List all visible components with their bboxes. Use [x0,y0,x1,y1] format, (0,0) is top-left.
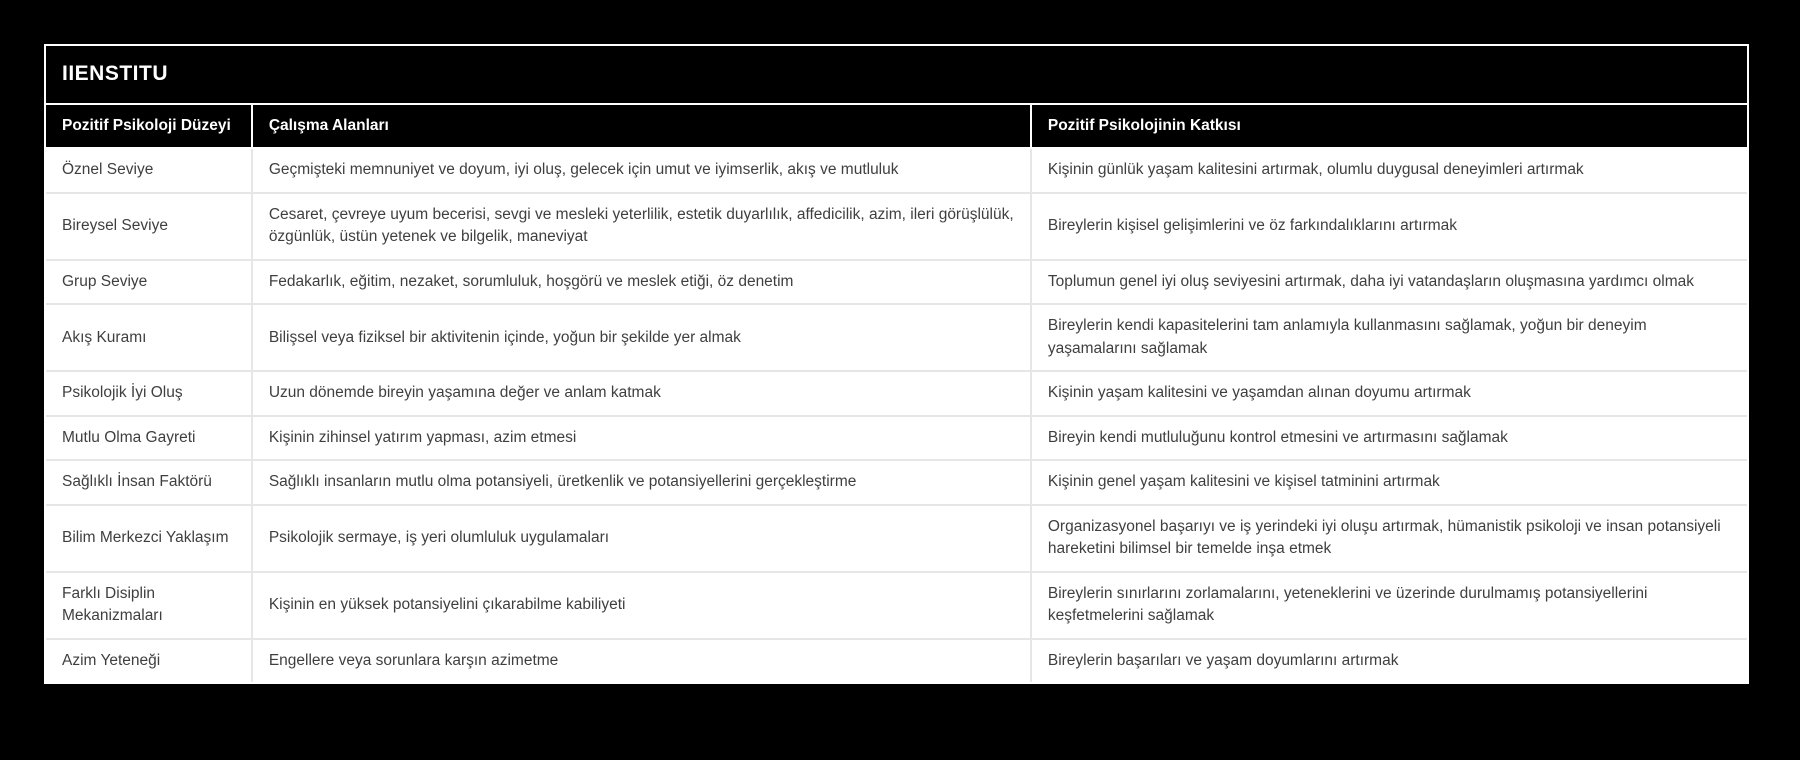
cell-level: Psikolojik İyi Oluş [46,371,252,415]
table-row [46,371,1747,415]
cell-areas: Engellere veya sorunlara karşın azimetme [252,639,1031,682]
column-header-contribution: Pozitif Psikolojinin Katkısı [1031,105,1747,148]
positive-psychology-table [46,105,1747,682]
cell-areas: Psikolojik sermaye, iş yeri olumluluk uygulamaları [252,505,1031,572]
column-header-level: Pozitif Psikoloji Düzeyi [46,105,252,148]
cell-contribution: Bireylerin kendi kapasitelerini tam anlamıyla kullanmasını sağlamak, yoğun bir deneyim yaşamalarını sağlamak [1031,304,1747,371]
table-body [46,148,1747,682]
cell-contribution: Kişinin yaşam kalitesini ve yaşamdan alınan doyumu artırmak [1031,371,1747,415]
cell-contribution: Bireylerin kişisel gelişimlerini ve öz farkındalıklarını artırmak [1031,193,1747,260]
cell-areas: Uzun dönemde bireyin yaşamına değer ve anlam katmak [252,371,1031,415]
cell-contribution: Organizasyonel başarıyı ve iş yerindeki iyi oluşu artırmak, hümanistik psikoloji ve insan potansiyeli hareketini bilimsel bir temelde inşa etmek [1031,505,1747,572]
cell-level: Bireysel Seviye [46,193,252,260]
table-header [46,105,1747,148]
table-row [46,148,1747,192]
table-row [46,572,1747,639]
cell-level: Öznel Seviye [46,148,252,192]
cell-areas: Cesaret, çevreye uyum becerisi, sevgi ve mesleki yeterlilik, estetik duyarlılık, affedicilik, azim, ileri görüşlülük, özgünlük, üstün yetenek ve bilgelik, maneviyat [252,193,1031,260]
cell-contribution: Kişinin genel yaşam kalitesini ve kişisel tatminini artırmak [1031,460,1747,504]
cell-level: Akış Kuramı [46,304,252,371]
cell-areas: Sağlıklı insanların mutlu olma potansiyeli, üretkenlik ve potansiyellerini gerçekleştirme [252,460,1031,504]
cell-contribution: Kişinin günlük yaşam kalitesini artırmak, olumlu duygusal deneyimleri artırmak [1031,148,1747,192]
cell-contribution: Toplumun genel iyi oluş seviyesini artırmak, daha iyi vatandaşların oluşmasına yardımcı olmak [1031,260,1747,304]
table-row [46,416,1747,460]
brand-table-card [44,44,1749,684]
table-row [46,505,1747,572]
column-header-areas: Çalışma Alanları [252,105,1031,148]
cell-level: Farklı Disiplin Mekanizmaları [46,572,252,639]
cell-contribution: Bireylerin başarıları ve yaşam doyumlarını artırmak [1031,639,1747,682]
table-row [46,304,1747,371]
cell-level: Mutlu Olma Gayreti [46,416,252,460]
cell-areas: Bilişsel veya fiziksel bir aktivitenin içinde, yoğun bir şekilde yer almak [252,304,1031,371]
table-row [46,260,1747,304]
cell-level: Grup Seviye [46,260,252,304]
cell-level: Sağlıklı İnsan Faktörü [46,460,252,504]
cell-areas: Kişinin zihinsel yatırım yapması, azim etmesi [252,416,1031,460]
cell-level: Azim Yeteneği [46,639,252,682]
brand-title: IIENSTITU [46,46,1747,105]
cell-contribution: Bireyin kendi mutluluğunu kontrol etmesini ve artırmasını sağlamak [1031,416,1747,460]
cell-areas: Geçmişteki memnuniyet ve doyum, iyi oluş, gelecek için umut ve iyimserlik, akış ve mutluluk [252,148,1031,192]
table-row [46,639,1747,682]
cell-level: Bilim Merkezci Yaklaşım [46,505,252,572]
cell-areas: Fedakarlık, eğitim, nezaket, sorumluluk, hoşgörü ve meslek etiği, öz denetim [252,260,1031,304]
table-row [46,460,1747,504]
cell-contribution: Bireylerin sınırlarını zorlamalarını, yeteneklerini ve üzerinde durulmamış potansiyellerini keşfetmelerini sağlamak [1031,572,1747,639]
table-header-row [46,105,1747,148]
table-row [46,193,1747,260]
cell-areas: Kişinin en yüksek potansiyelini çıkarabilme kabiliyeti [252,572,1031,639]
